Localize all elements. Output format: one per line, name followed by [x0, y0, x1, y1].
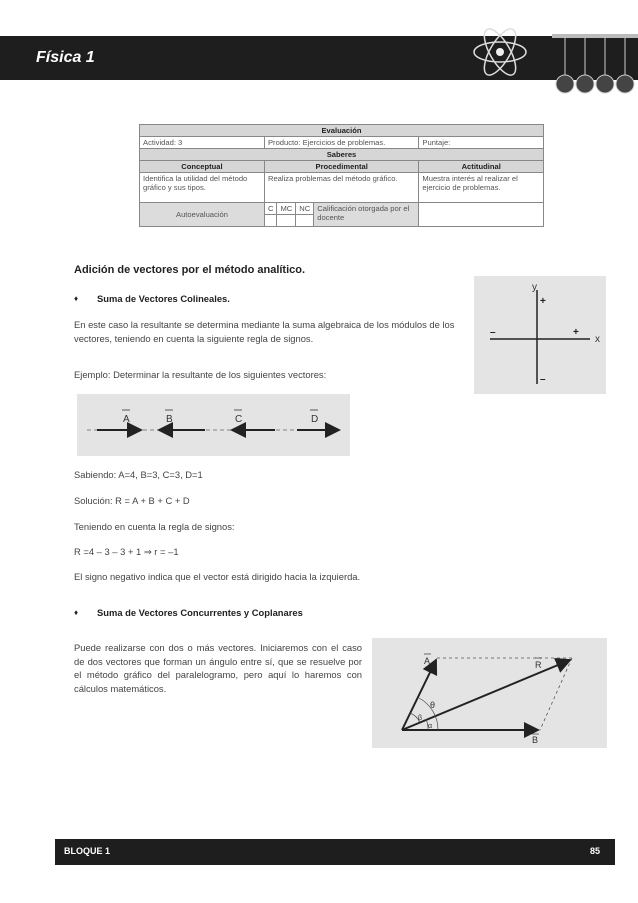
- calificacion-cell: Calificación otorgada por el docente: [314, 203, 419, 227]
- vector-c-label: C: [235, 414, 243, 425]
- bullet-title-concurrentes: Suma de Vectores Concurrentes y Coplanares: [97, 607, 303, 618]
- parallelogram-r-label: R: [535, 660, 542, 670]
- sabiendo-text: Sabiendo: A=4, B=3, C=3, D=1: [74, 469, 203, 480]
- parallelogram-a-label: A: [424, 656, 431, 666]
- procedimental-header: Procedimental: [264, 161, 418, 173]
- procedimental-text: Realiza problemas del método gráfico.: [264, 173, 418, 203]
- x-plus-sign: +: [573, 327, 579, 338]
- footer-bar: [55, 839, 615, 865]
- producto-cell: Producto: Ejercicios de problemas.: [264, 137, 418, 149]
- page-number: 85: [590, 846, 601, 856]
- actitudinal-header: Actitudinal: [419, 161, 544, 173]
- sign-rule-axes-figure: [474, 276, 606, 394]
- saberes-header: Saberes: [140, 149, 544, 161]
- section-title: Adición de vectores por el método analítico.: [74, 264, 306, 276]
- y-plus-sign: +: [540, 296, 546, 307]
- nc-value[interactable]: [296, 215, 314, 227]
- example-text: Ejemplo: Determinar la resultante de los siguientes vectores:: [74, 369, 327, 380]
- calculation-text: R =4 – 3 – 3 + 1 ⇒ r = –1: [74, 546, 179, 557]
- angle-theta-label: θ: [430, 700, 436, 710]
- mc-header: MC: [277, 203, 296, 215]
- vector-b-label: B: [166, 414, 173, 425]
- paragraph-concurrentes: Puede realizarse con dos o más vectores. Iniciaremos con el caso de dos vectores que forman un ángulo entre sí, que se resuelve por el método gráfico del paralelogramo, pero aquí lo haremos con cálculos matemáticos.: [74, 642, 362, 694]
- vector-a-label: A: [123, 414, 130, 425]
- parallelogram-figure: [372, 638, 607, 748]
- autoevaluacion-cell: Autoevaluación: [140, 203, 265, 227]
- bullet-icon-2: ♦: [74, 608, 79, 617]
- axis-x-label: x: [595, 334, 600, 345]
- conceptual-header: Conceptual: [140, 161, 265, 173]
- vector-d-label: D: [311, 414, 319, 425]
- paragraph-colineales: En este caso la resultante se determina mediante la suma algebraica de los módulos de los vectores, teniendo en cuenta la siguiente regla de signos.: [74, 319, 455, 344]
- solucion-text: Solución: R = A + B + C + D: [74, 495, 190, 506]
- conclusion-text: El signo negativo indica que el vector está dirigido hacia la izquierda.: [74, 571, 361, 582]
- x-minus-sign: –: [490, 327, 496, 338]
- collinear-vectors-figure: [77, 394, 350, 456]
- puntaje-cell: Puntaje:: [419, 137, 544, 149]
- header-title: Física 1: [36, 49, 95, 66]
- teniendo-text: Teniendo en cuenta la regla de signos:: [74, 521, 235, 532]
- evaluacion-header: Evaluación: [140, 125, 544, 137]
- conceptual-text: Identifica la utilidad del método gráfico y sus tipos.: [140, 173, 265, 203]
- calificacion-value-cell: [419, 203, 544, 227]
- y-minus-sign: –: [540, 374, 546, 385]
- axis-y-label: y: [532, 282, 537, 293]
- c-value[interactable]: [264, 215, 276, 227]
- mc-value[interactable]: [277, 215, 296, 227]
- footer-bloque: BLOQUE 1: [64, 846, 111, 856]
- parallelogram-b-label: B: [532, 735, 539, 745]
- bullet-title-colineales: Suma de Vectores Colineales.: [97, 293, 230, 304]
- angle-alpha-label: α: [428, 723, 433, 730]
- actitudinal-text: Muestra interés al realizar el ejercicio de problemas.: [419, 173, 544, 203]
- actividad-cell: Actividad: 3: [140, 137, 265, 149]
- angle-beta-label: β: [418, 715, 423, 722]
- evaluation-table: [139, 124, 544, 227]
- c-header: C: [264, 203, 276, 215]
- bullet-icon: ♦: [74, 294, 79, 303]
- header-decoration-art: [440, 14, 638, 100]
- nc-header: NC: [296, 203, 314, 215]
